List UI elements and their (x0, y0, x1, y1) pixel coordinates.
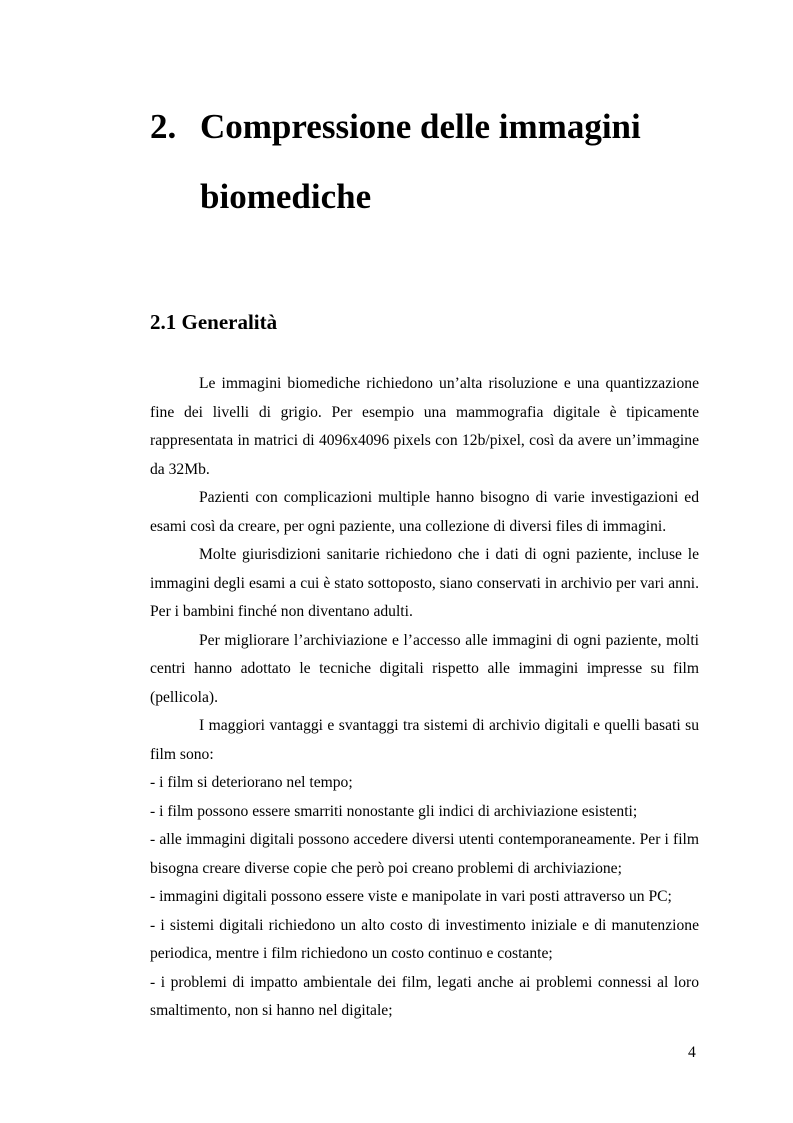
list-item: - immagini digitali possono essere viste e manipolate in vari posti attraverso un PC; (150, 888, 672, 905)
chapter-heading (150, 92, 710, 232)
page-number: 4 (688, 1044, 696, 1061)
paragraph: Pazienti con complicazioni multiple hanno bisogno di varie investigazioni ed esami così da creare, per ogni paziente, una collezione di diversi files di immagini. (150, 489, 699, 535)
body-text (150, 370, 699, 1026)
paragraph: I maggiori vantaggi e svantaggi tra sistemi di archivio digitali e quelli basati su film sono: (150, 717, 699, 763)
list-item: - i film si deteriorano nel tempo; (150, 774, 353, 791)
list-item: - i problemi di impatto ambientale dei film, legati anche ai problemi connessi al loro smaltimento, non si hanno nel digitale; (150, 973, 699, 1019)
paragraph: Per migliorare l’archiviazione e l’accesso alle immagini di ogni paziente, molti centri hanno adottato le tecniche digitali rispetto alle immagini impresse su film (pellicola). (150, 631, 699, 706)
chapter-number: 2. (150, 107, 177, 146)
list-item: - alle immagini digitali possono accedere diversi utenti contemporaneamente. Per i film bisogna creare diverse copie che però poi creano problemi di archiviazione; (150, 831, 699, 877)
list-item: - i film possono essere smarriti nonostante gli indici di archiviazione esistenti; (150, 802, 638, 820)
paragraph: Molte giurisdizioni sanitarie richiedono che i dati di ogni paziente, incluse le immagini degli esami a cui è stato sottoposto, siano conservati in archivio per vari anni. Per i bambini finché non diventano adulti. (150, 546, 699, 620)
list-item: - i sistemi digitali richiedono un alto costo di investimento iniziale e di manutenzione periodica, mentre i film richiedono un costo continuo e costante; (150, 916, 699, 962)
section-heading: 2.1 Generalità (150, 310, 278, 334)
paragraph: Le immagini biomediche richiedono un’alta risoluzione e una quantizzazione fine dei livelli di grigio. Per esempio una mammografia digitale è tipicamente rappresentata in matrici di 4096x4096 pixels con 12b/pixel, così da avere un’immagine da 32Mb. (150, 375, 699, 478)
chapter-title: Compressione delle immagini biomediche (200, 107, 641, 216)
